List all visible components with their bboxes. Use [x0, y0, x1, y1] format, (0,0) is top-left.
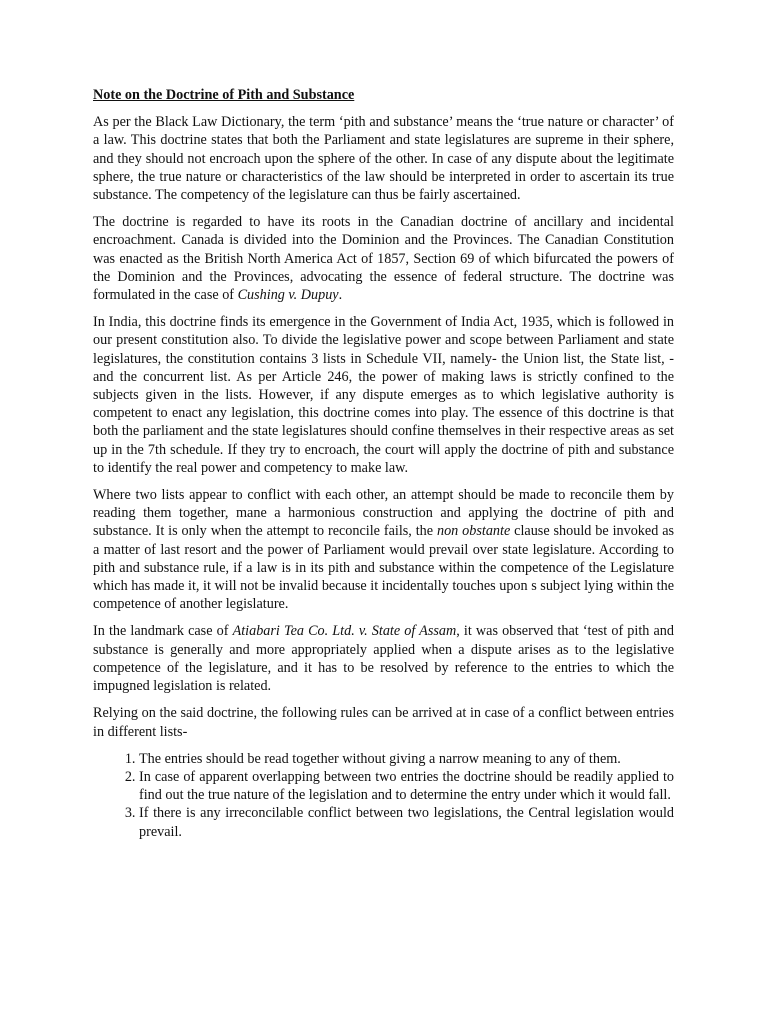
- paragraph-end: .: [338, 287, 343, 304]
- document-title: Note on the Doctrine of Pith and Substance: [93, 87, 355, 103]
- paragraph-text: , it was observed that ‘test of pith and substance is generally and more appropriately applied when a dispute arises as to the legislative competence of the legislature, and it has to be resolved by reference to the entries to which the impugned legislation is related.: [93, 623, 674, 695]
- paragraph-definition: As per the Black Law Dictionary, the term ‘pith and substance’ means the ‘true nature or character’ of a law. This doctrine states that both the Parliament and state legislatures are supreme in their sphere, and they should not encroach upon the sphere of the other. In case of any dispute about the legitimate sphere, the true nature or characteristics of the law should be interpreted in order to ascertain its true substance. The competency of the legislature can thus be fairly ascertained.: [93, 114, 674, 204]
- paragraph-text: In the landmark case of: [93, 623, 233, 640]
- paragraph-landmark-case: [93, 622, 674, 695]
- paragraph-canadian-roots: [93, 213, 674, 304]
- document-page: [93, 86, 674, 841]
- rule-item: 1. The entries should be read together without giving a narrow meaning to any of them.: [139, 750, 674, 768]
- paragraph-text: Where two lists appear to conflict with each other, an attempt should be made to reconcile them by reading them together, mane a harmonious construction and applying the doctrine of pith and substance. It is only when the attempt to reconcile fails, the: [93, 487, 674, 540]
- non-obstante-term: non obstante: [436, 523, 511, 540]
- rule-item: 2. In case of apparent overlapping between two entries the doctrine should be readily applied to find out the true nature of the legislation and to determine the entry under which it would fall.: [139, 768, 674, 804]
- case-name-cushing: Cushing v. Dupuy: [237, 287, 339, 304]
- rules-list: [93, 750, 674, 841]
- paragraph-text: clause should be invoked as a matter of last resort and the power of Parliament would prevail over state legislature. According to pith and substance rule, if a law is in its pith and substance within the competence of the Legislature which has made it, it will not be invalid because it incidentally touches upon s subject lying within the competence of another legislature.: [93, 523, 675, 613]
- case-name-atiabari: Atiabari Tea Co. Ltd. v. State of Assam: [232, 623, 457, 640]
- paragraph-text: The doctrine is regarded to have its roots in the Canadian doctrine of ancillary and incidental encroachment. Canada is divided into the Dominion and the Provinces. The Canadian Constitution was enacted as the British North America Act of 1857, Section 69 of which bifurcated the powers of the Dominion and the Provinces, advocating the essence of federal structure. The doctrine was formulated in the case of: [93, 214, 674, 304]
- paragraph-india: In India, this doctrine finds its emergence in the Government of India Act, 1935, which is followed in our present constitution also. To divide the legislative power and scope between Parliament and state legislatures, the constitution contains 3 lists in Schedule VII, namely- the Union list, the State list, -and the concurrent list. As per Article 246, the power of making laws is strictly confined to the subjects given in the lists. However, if any dispute emerges as to which legislative authority is competent to enact any legislation, this doctrine comes into play. The essence of this doctrine is that both the parliament and the state legislatures should confine themselves in their respective areas as set up in the 7th schedule. If they try to encroach, the court will apply the doctrine of pith and substance to identify the real power and competency to make law.: [93, 314, 674, 476]
- rule-item: 3. If there is any irreconcilable conflict between two legislations, the Central legislation would prevail.: [139, 804, 674, 840]
- paragraph-conflict: [93, 486, 674, 613]
- paragraph-rules-intro: Relying on the said doctrine, the following rules can be arrived at in case of a conflict between entries in different lists-: [93, 705, 674, 740]
